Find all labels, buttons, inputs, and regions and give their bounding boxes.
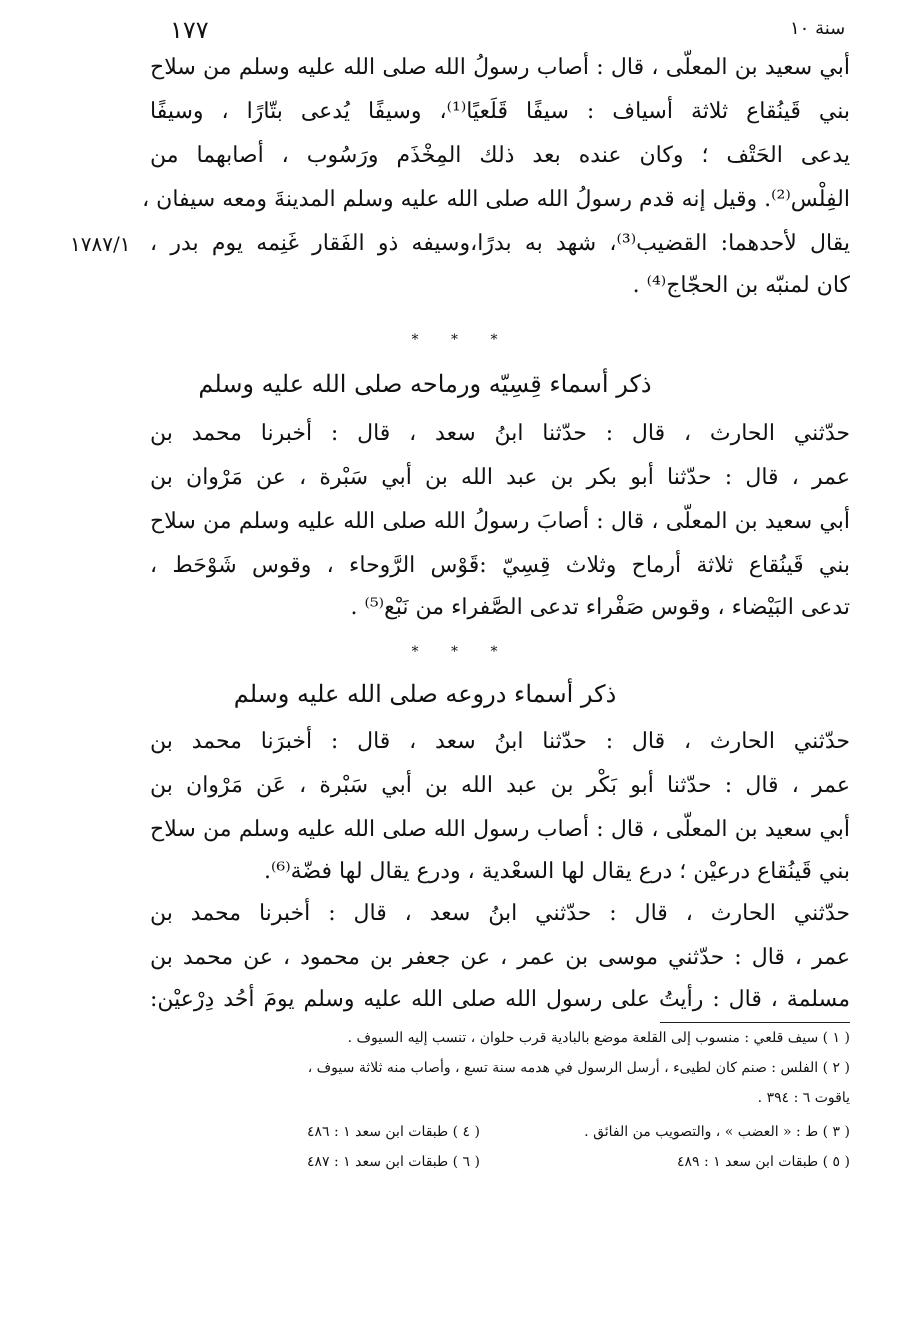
text-line: بني قَينُقاع ثلاثة أسياف : سيفًا قَلَعيًا⁽¹⁾، وسيفًا يُدعى بتّارًا ، وسيفًا [150,99,850,124]
year-label: سنة ١٠ [790,18,846,39]
footnote-3: ( ٣ ) ط : « العضب » ، والتصويب من الفائق . [584,1124,850,1140]
section-separator: * * * [411,332,512,348]
text-line: بني قَينُقاع درعيْن ؛ درع يقال لها السعْدية ، ودرع يقال لها فضّة⁽⁶⁾. [263,859,850,884]
footnote-1: ( ١ ) سيف قلعي : منسوب إلى القلعة موضع بالبادية قرب حلوان ، تنسب إليه السيوف . [347,1030,850,1046]
text-line: أبي سعيد بن المعلّى ، قال : أصابَ رسولُ الله صلى الله عليه وسلم من سلاح [150,509,850,534]
text-line: تدعى البَيْضاء ، وقوس صَفْراء تدعى الصَّفراء من نَبْع⁽⁵⁾ . [350,595,850,620]
footnote-5: ( ٥ ) طبقات ابن سعد ١ : ٤٨٩ [676,1154,850,1170]
page-number: ١٧٧ [170,16,209,44]
footnote-2-cont: ياقوت ٦ : ٣٩٤ . [757,1090,850,1106]
section-title: ذكر أسماء قِسِيّه ورماحه صلى الله عليه وسلم [198,370,652,398]
margin-reference: ١٧٨٧/١ [70,232,131,256]
text-line: مسلمة ، قال : رأيتُ على رسول الله صلى الله عليه وسلم يومَ أحُد دِرْعيْن: [150,987,850,1012]
text-line: كان لمنبّه بن الحجّاج⁽⁴⁾ . [632,273,850,298]
text-line: عمر ، قال : حدّثنا أبو بَكْر بن عبد الله بن أبي سَبْرة ، عَن مَرْوان بن [150,773,850,798]
text-line: بني قَينُقاع ثلاثة أرماح وثلاث قِسِيّ :قَوْس الرَّوحاء ، وقوس شَوْحَط ، [150,553,850,578]
footnote-4: ( ٤ ) طبقات ابن سعد ١ : ٤٨٦ [306,1124,480,1140]
text-line: حدّثني الحارث ، قال : حدّثنا ابنُ سعد ، قال : أخبرَنا محمد بن [150,729,850,754]
text-line: الفِلْس⁽²⁾. وقيل إنه قدم رسولُ الله صلى الله عليه وسلم المدينةَ ومعه سيفان ، [142,187,850,212]
footnote-2: ( ٢ ) الفلس : صنم كان لطيىء ، أرسل الرسول في هدمه سنة تسع ، وأصاب منه ثلاثة سيوف ، [307,1060,850,1076]
text-line: يقال لأحدهما: القضيب⁽³⁾، شهد به بدرًا،وسيفه ذو الفَقار غَنِمه يوم بدر ، [150,231,850,256]
section-title: ذكر أسماء دروعه صلى الله عليه وسلم [233,680,617,708]
text-line: عمر ، قال : حدّثني موسى بن عمر ، عن جعفر بن محمود ، عن محمد بن [150,945,850,970]
text-line: يدعى الحَتْف ؛ وكان عنده بعد ذلك المِخْذَم ورَسُوب ، أصابهما من [150,143,850,168]
footnote-6: ( ٦ ) طبقات ابن سعد ١ : ٤٨٧ [306,1154,480,1170]
text-line: أبي سعيد بن المعلّى ، قال : أصاب رسولُ الله صلى الله عليه وسلم من سلاح [150,55,850,80]
text-line: حدّثني الحارث ، قال : حدّثنا ابنُ سعد ، قال : أخبرنا محمد بن [150,421,850,446]
footnote-rule [660,1022,850,1023]
section-separator: * * * [411,644,512,660]
text-line: أبي سعيد بن المعلّى ، قال : أصاب رسول الله صلى الله عليه وسلم من سلاح [150,817,850,842]
text-line: حدّثني الحارث ، قال : حدّثني ابنُ سعد ، قال : أخبرنا محمد بن [150,901,851,926]
text-line: عمر ، قال : حدّثنا أبو بكر بن عبد الله بن أبي سَبْرة ، عن مَرْوان بن [150,465,850,490]
